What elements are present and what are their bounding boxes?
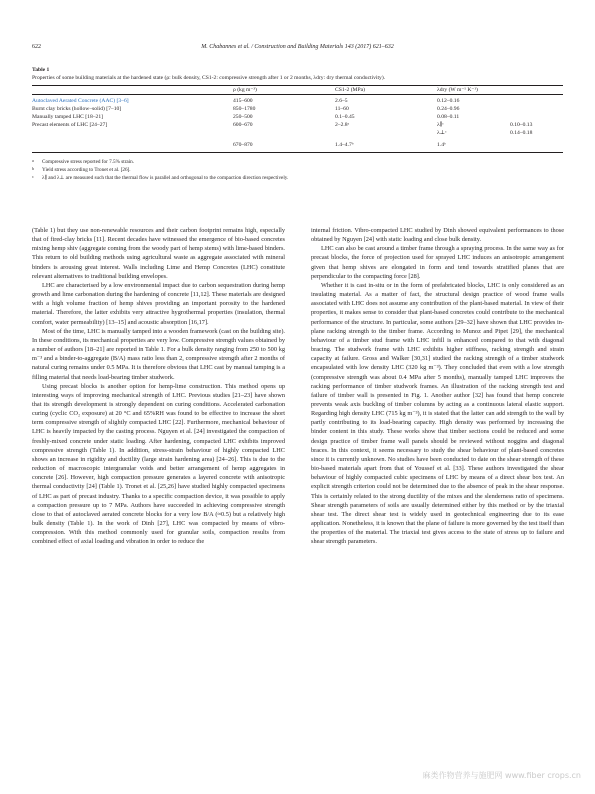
body-paragraph: internal friction. Vibro-compacted LHC studied by Dinh showed equivalent performances to those obtained by Nguyen [24] with static loading and close bulk density. [311, 227, 564, 244]
footnote-mark: c [32, 174, 34, 179]
footnote-mark: b [32, 166, 34, 171]
table-cell: 250–500 [233, 114, 253, 120]
table-cell: 0.08–0.11 [437, 114, 460, 120]
body-paragraph: Whether it is cast in-situ or in the form of prefabricated blocks, LHC is only considered as an insulating material. As a matter of fact, the structural design practice of wood frame walls associated with LHC does not assume any contribution of the plant-based material. In view of their properties, it makes sense to consider that plant-based concretes could contribute to the mechanical performance of the structure. In particular, some authors [29–32] have shown that LHC provides in-plane racking strength to the timber frame. According to Munoz and Pipet [29], the mechanical behaviour of a timber stud frame with LHC infill is enhanced compared to that with diagonal bracing. The studwork frame with LHC exhibits higher stiffness, racking strength and strain capacity at failure. Gross and Walker [30,31] studied the racking strength of a timber studwork encapsulated with low density LHC (320 kg m⁻³). They concluded that even with a low strength (compressive strength was about 0.4 MPa after 5 months), manually tamped LHC improves the racking performance of timber studwork frames. An illustration of the racking strength test and failure of timber wall is presented in Fig. 1. Another author [32] has found that hemp concrete prevents weak axis buckling of timber columns by acting as a continuous lateral elastic support. Regarding high density LHC (715 kg m⁻³), it is stated that the latter can add strength to the wall by partly contributing to its load-bearing capacity. High density was performed by increasing the binder content in this study. These works show that timber sections could be reduced and some design practice of timber frame wall panels should be reviewed without noggins and diagonal braces. In this context, it seems necessary to study the shear behaviour of plant-based concretes since it is currently unknown. No studies have been conducted to date on the shear strength of these bio-based materials apart from that of Youssef et al. [33]. These authors investigated the shear behaviour of highly compacted cubic specimens of LHC by means of a direct shear box test. An explicit strength criterion could not be determined due to the absence of peak in the shear response. This is certainly related to the strong ductility of the mixes and the slenderness ratio of specimens. Shear strength parameters of soils are usually determined either by this method or by the triaxial shear test. The direct shear test is widely used in geotechnical engineering due to its ease application. Nonetheless, it is known that the plane of failure is more governed by the test itself than the properties of the material. The triaxial test gives access to the state of stress up to failure and shear strength parameters. [311, 281, 564, 546]
table-footnote [32, 166, 563, 174]
table-cell: λ⊥ᶜ [437, 130, 447, 136]
table-cell: 1.4ᵇ [437, 142, 446, 148]
table-header-row [32, 86, 563, 94]
table-cell: 670–870 [233, 142, 253, 148]
table-cell: 850–1780 [233, 106, 256, 112]
table-row [32, 105, 563, 113]
table-row [32, 121, 563, 129]
table-cell: 0.12–0.16 [437, 98, 460, 104]
site-watermark: 麻类作物营养与施肥网 www.fiber crops.cn [422, 771, 581, 780]
table-cell: 1.4–4.7ᵇ [335, 142, 354, 148]
table-cell: 0.10–0.13 [510, 122, 533, 128]
table-footnote [32, 158, 563, 166]
table-cell: 2–2.8ᵃ [335, 122, 350, 128]
table-cell: Manually tamped LHC [18–21] [32, 114, 103, 120]
col-header-conductivity: λdry (W m⁻¹ K⁻¹) [437, 87, 478, 93]
footnote-text: λ∥ and λ⊥ are measured such that the thermal flow is parallel and orthogonal to the compaction direction respectively. [42, 175, 289, 181]
body-paragraph: Using precast blocks is another option for hemp-lime construction. This method opens up interesting ways of improving mechanical strength of LHC. Previous studies [21–23] have shown that its strength development is strongly dependent on curing conditions. Accelerated carbonation curing (cyclic CO₂ exposure) at 20 °C and 65%RH was found to be effective to increase the short term compressive strength of slightly compacted LHC [22]. Furthermore, mechanical behaviour of LHC is heavily impacted by the casting process. Nguyen et al. [24] investigated the compaction of freshly-mixed concrete under static loading. After hardening, compacted LHC exhibits improved compressive strength (Table 1). In addition, stress-strain behaviour of highly compacted LHC shows an increase in rigidity and ductility (large strain hardening area) [24–26]. This is due to the reduction of macroscopic intergranular voids and better arrangement of hemp aggregates in concrete [26]. However, high compaction pressure generates a layered concrete with anisotropic thermal conductivity [24] (Table 1). Tronet et al. [25,26] have studied highly compacted specimens of LHC as part of precast industry. Thanks to a specific compaction device, it was possible to apply a compaction pressure up to 7 MPa. Authors have succeeded in achieving compressive strength close to that of autoclaved aerated concrete blocks for a very low B/A (≈0.5) but a relatively high bulk density (Table 1). In the work of Dinh [27], LHC was compacted by means of vibro-compression. With this method commonly used for granular soils, compaction results from combined effect of axial loading and vibration in order to reduce the [32, 382, 285, 546]
table-label: Table 1 [32, 67, 50, 73]
table-cell: 415–600 [233, 98, 253, 104]
body-paragraph: LHC can also be cast around a timber frame through a spraying process. In the same way as for precast blocks, the force of projection used for sprayed LHC induces an anisotropic arrangement given that hemp shives are elongated in form and tend towards stratified planes that are perpendicular to the compacting force [28]. [311, 245, 564, 280]
footnote-mark: a [32, 158, 34, 163]
body-paragraph: Most of the time, LHC is manually tamped into a wooden framework (cast on the building site). In these conditions, its mechanical properties are very low. Compressive strength values obtained by a number of authors [18–21] are reported in Table 1. For a bulk density ranging from 250 to 500 kg m⁻³ and a binder-to-aggregate (B/A) mass ratio less than 2, compressive strength after 2 months of natural curing remains under 0.5 MPa. It is therefore obvious that LHC cast by manual tamping is a filling material that needs load-bearing timber studwork. [32, 327, 285, 381]
left-column [32, 226, 285, 546]
body-paragraph: LHC are characterised by a low environmental impact due to carbon sequestration during hemp growth and lime carbonation during the hardening of concrete [11,12]. These materials are designed with a high volume fraction of hemp shives providing an important porosity to the hardened material. Therefore, the latter exhibits very attractive hygrothermal properties (insulation, thermal comfort, water permeability) [13–15] and acoustic absorption [16,17]. [32, 281, 285, 326]
table-row [32, 141, 563, 149]
body-paragraph: (Table 1) but they use non-renewable resources and their carbon footprint remains high, especially that of fired-clay bricks [11]. Recent decades have witnessed the emergence of bio-based concretes mixing hemp shiv (aggregate coming from the woody part of hemp stems) with lime-based binders. This return to old building methods using agricultural waste as aggregate associated with mineral binders is arousing great interest. Walls including Lime and Hemp Concretes (LHC) constitute relevant alternatives to traditional building envelopes. [32, 227, 285, 280]
table-footnote [32, 174, 563, 182]
table-cell: 0.14–0.18 [510, 130, 533, 136]
table-cell: Precast elements of LHC [24–27] [32, 122, 108, 128]
table-cell: Burnt clay bricks (hollow–solid) [7–10] [32, 106, 122, 112]
table-cell: 11–60 [335, 106, 349, 112]
table-cell: Autoclaved Aerated Concrete (AAC) [3–6] [32, 98, 129, 104]
table-cell: 2.6–5 [335, 98, 348, 104]
table-cell: 0.1–0.45 [335, 114, 355, 120]
table-row [32, 97, 563, 105]
table-row [32, 113, 563, 121]
journal-citation: M. Chabannes et al. / Construction and Building Materials 143 (2017) 621–632 [201, 44, 394, 50]
col-header-strength: CS1-2 (MPa) [335, 87, 365, 93]
right-column [311, 226, 564, 546]
table-cell: 600–670 [233, 122, 253, 128]
running-header [32, 44, 563, 56]
table-1 [32, 66, 563, 182]
table-cell: λ∥ᶜ [437, 122, 444, 128]
table-caption: Properties of some building materials at the hardened state (ρ: bulk density, CS1-2: compressive strength after 1 or 2 months, λdry: dry thermal conductivity). [32, 75, 386, 81]
table-row [32, 129, 563, 137]
page-number: 622 [32, 44, 41, 50]
col-header-density: ρ (kg m⁻³) [233, 87, 257, 93]
footnote-text: Compressive stress reported for 7.5% strain. [42, 159, 135, 165]
footnote-text: Yield stress according to Tronet et al. [26]. [42, 167, 131, 173]
table-cell: 0.24–0.96 [437, 106, 460, 112]
